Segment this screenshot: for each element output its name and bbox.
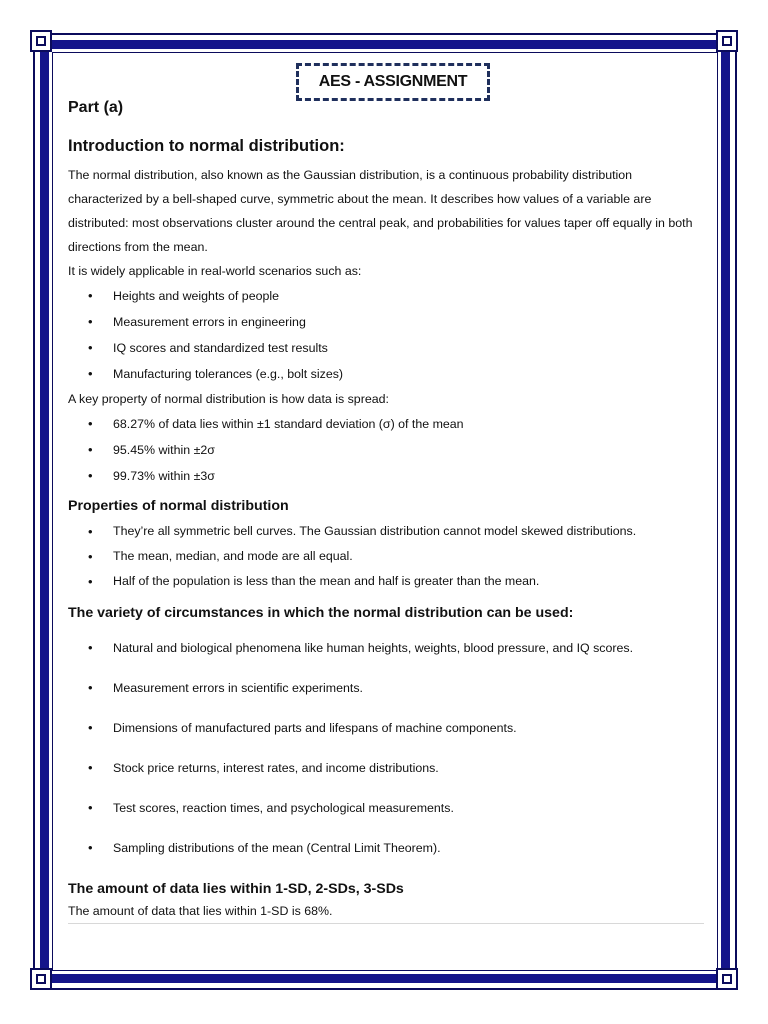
list-item: • Test scores, reaction times, and psychological measurements. [68, 798, 704, 818]
list-item: • Half of the population is less than the mean and half is greater than the mean. [68, 569, 704, 594]
part-title: Part (a) [68, 99, 124, 116]
applicable-line: It is widely applicable in real-world scenarios such as: [68, 264, 362, 278]
amount-heading: The amount of data lies within 1-SD, 2-SDs, 3-SDs [68, 881, 404, 897]
properties-heading: Properties of normal distribution [68, 498, 289, 514]
list-item: • Sampling distributions of the mean (Central Limit Theorem). [68, 838, 704, 858]
corner-ornament-top-left [30, 30, 52, 52]
variety-list [68, 638, 704, 858]
list-item: • Measurement errors in scientific experiments. [68, 678, 704, 698]
properties-list [68, 519, 704, 594]
corner-ornament-bottom-left [30, 968, 52, 990]
amount-text: The amount of data that lies within 1-SD is 68%. [68, 900, 704, 924]
list-item: • They’re all symmetric bell curves. The Gaussian distribution cannot model skewed distributions. [68, 519, 704, 544]
spread-list [68, 411, 704, 489]
list-item: • Manufacturing tolerances (e.g., bolt sizes) [68, 361, 704, 387]
list-item: • 95.45% within ±2σ [68, 437, 704, 463]
spread-intro: A key property of normal distribution is how data is spread: [68, 392, 389, 406]
variety-heading: The variety of circumstances in which the normal distribution can be used: [68, 605, 574, 621]
examples-list [68, 283, 704, 387]
intro-paragraph: The normal distribution, also known as the Gaussian distribution, is a continuous probability distribution characterized by a bell-shaped curve, symmetric about the mean. It describes how values of a variable are distributed: most observations cluster around the central peak, and probabilities for values taper off equally in both directions from the mean. [68, 168, 693, 254]
list-item: • Stock price returns, interest rates, and income distributions. [68, 758, 704, 778]
document-content [68, 95, 704, 924]
list-item: • The mean, median, and mode are all equal. [68, 544, 704, 569]
corner-ornament-bottom-right [716, 968, 738, 990]
list-item: • Measurement errors in engineering [68, 309, 704, 335]
assignment-title: AES - ASSIGNMENT [318, 73, 468, 90]
intro-heading: Introduction to normal distribution: [68, 137, 345, 155]
list-item: • Natural and biological phenomena like human heights, weights, blood pressure, and IQ scores. [68, 638, 704, 658]
list-item: • Heights and weights of people [68, 283, 704, 309]
list-item: • IQ scores and standardized test results [68, 335, 704, 361]
list-item: • Dimensions of manufactured parts and lifespans of machine components. [68, 718, 704, 738]
corner-ornament-top-right [716, 30, 738, 52]
list-item: • 99.73% within ±3σ [68, 463, 704, 489]
list-item: • 68.27% of data lies within ±1 standard deviation (σ) of the mean [68, 411, 704, 437]
